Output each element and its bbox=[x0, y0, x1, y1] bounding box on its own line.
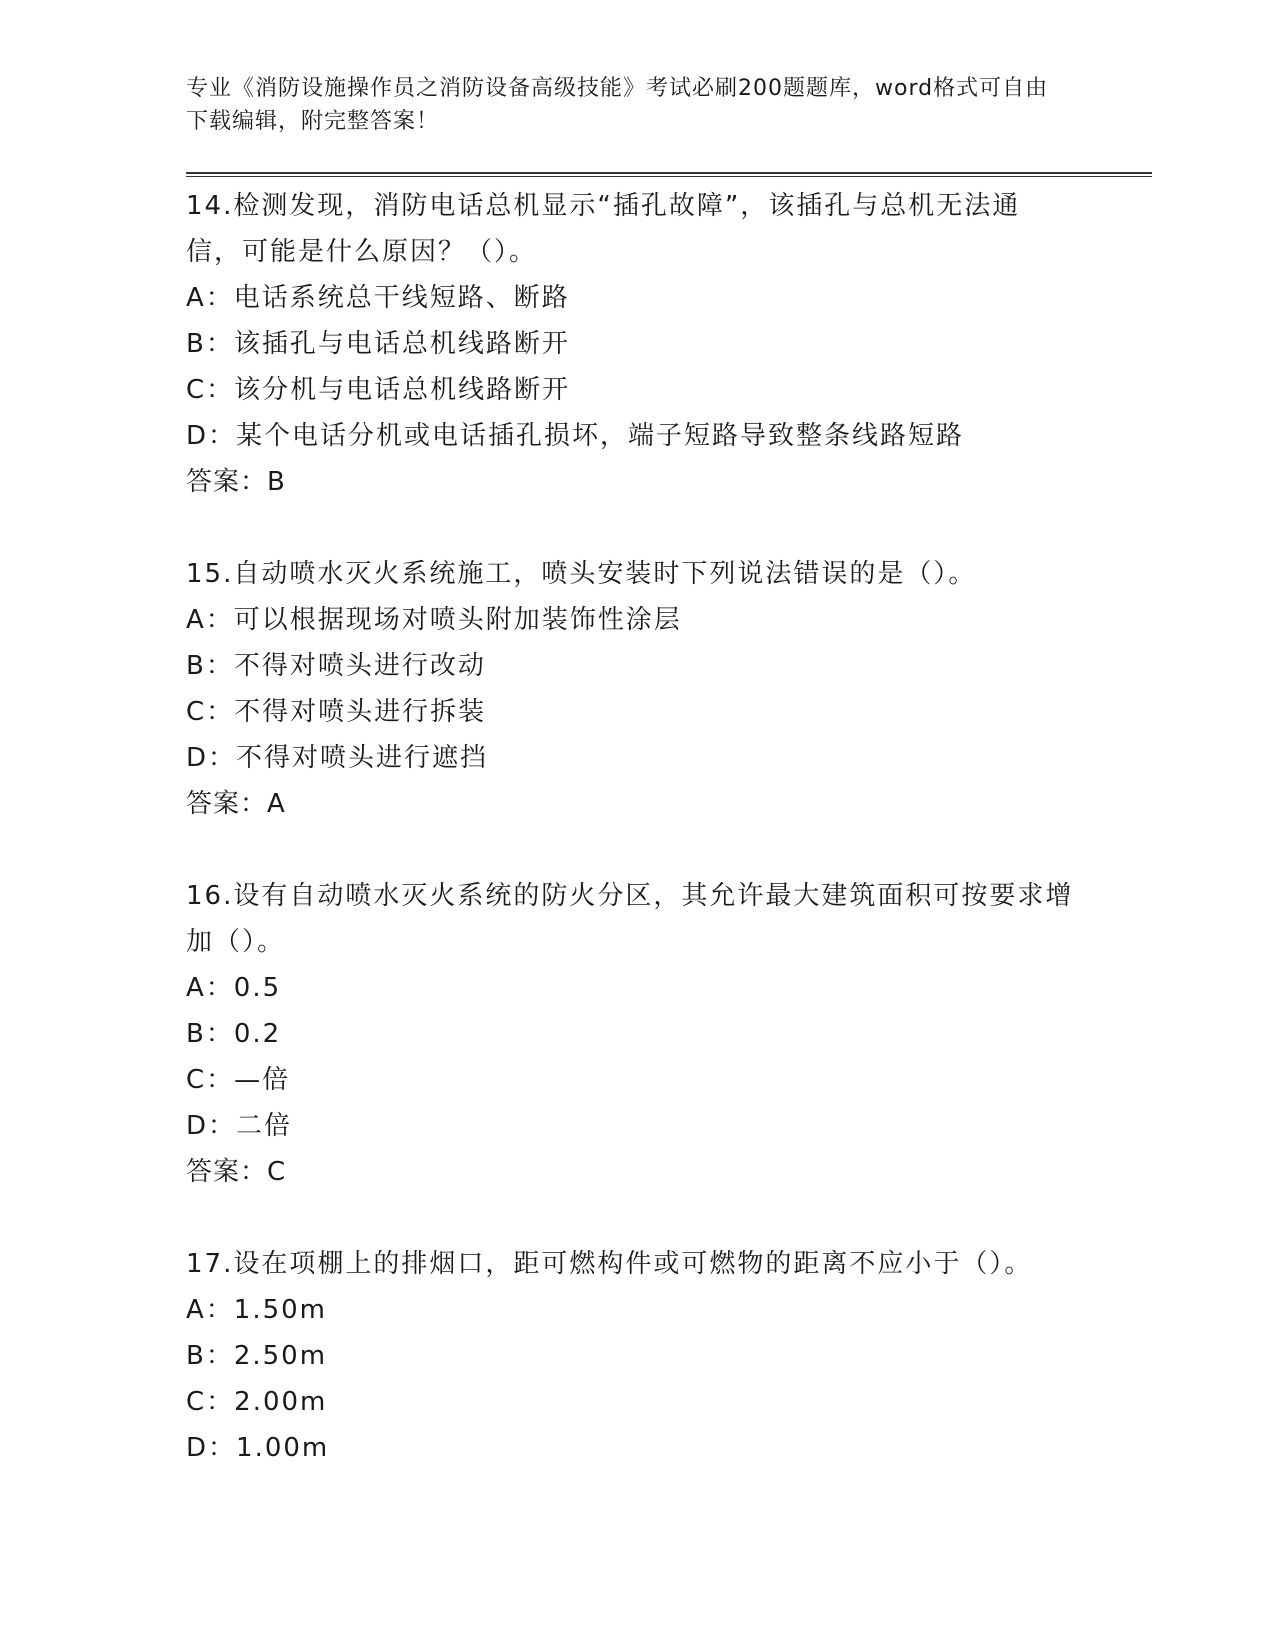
question-stem: 17.设在项棚上的排烟口，距可燃构件或可燃物的距离不应小于（）。 bbox=[186, 1249, 1033, 1279]
question-14 bbox=[186, 183, 1146, 505]
header-divider bbox=[186, 172, 1152, 177]
option-b: B：该插孔与电话总机线路断开 bbox=[186, 329, 570, 359]
option-d: D：1.00m bbox=[186, 1433, 330, 1463]
option-a: A：0.5 bbox=[186, 973, 282, 1003]
option-b: B：不得对喷头进行改动 bbox=[186, 651, 486, 681]
question-stem: 14.检测发现，消防电话总机显示“插孔故障”，该插孔与总机无法通信，可能是什么原因？（）。 bbox=[186, 191, 1021, 267]
document-page bbox=[186, 72, 1146, 1517]
option-c: C：不得对喷头进行拆装 bbox=[186, 697, 487, 727]
answer-line: 答案：A bbox=[186, 789, 286, 819]
question-17 bbox=[186, 1241, 1146, 1471]
question-16 bbox=[186, 873, 1146, 1195]
option-b: B：0.2 bbox=[186, 1019, 282, 1049]
question-stem: 15.自动喷水灭火系统施工，喷头安装时下列说法错误的是（）。 bbox=[186, 559, 977, 589]
question-15 bbox=[186, 551, 1146, 827]
document-header: 专业《消防设施操作员之消防设备高级技能》考试必刷200题题库，word格式可自由下载编辑，附完整答案！ bbox=[186, 76, 1049, 134]
option-d: D：某个电话分机或电话插孔损坏，端子短路导致整条线路短路 bbox=[186, 421, 965, 451]
option-b: B：2.50m bbox=[186, 1341, 328, 1371]
question-stem: 16.设有自动喷水灭火系统的防火分区，其允许最大建筑面积可按要求增加（）。 bbox=[186, 881, 1074, 957]
option-d: D：二倍 bbox=[186, 1111, 293, 1141]
option-c: C：该分机与电话总机线路断开 bbox=[186, 375, 571, 405]
answer-line: 答案：B bbox=[186, 467, 286, 497]
question-list bbox=[186, 183, 1146, 1471]
option-c: C：—倍 bbox=[186, 1065, 291, 1095]
option-d: D：不得对喷头进行遮挡 bbox=[186, 743, 489, 773]
option-a: A：1.50m bbox=[186, 1295, 328, 1325]
option-a: A：电话系统总干线短路、断路 bbox=[186, 283, 570, 313]
option-a: A：可以根据现场对喷头附加装饰性涂层 bbox=[186, 605, 682, 635]
answer-line: 答案：C bbox=[186, 1157, 287, 1187]
option-c: C：2.00m bbox=[186, 1387, 328, 1417]
